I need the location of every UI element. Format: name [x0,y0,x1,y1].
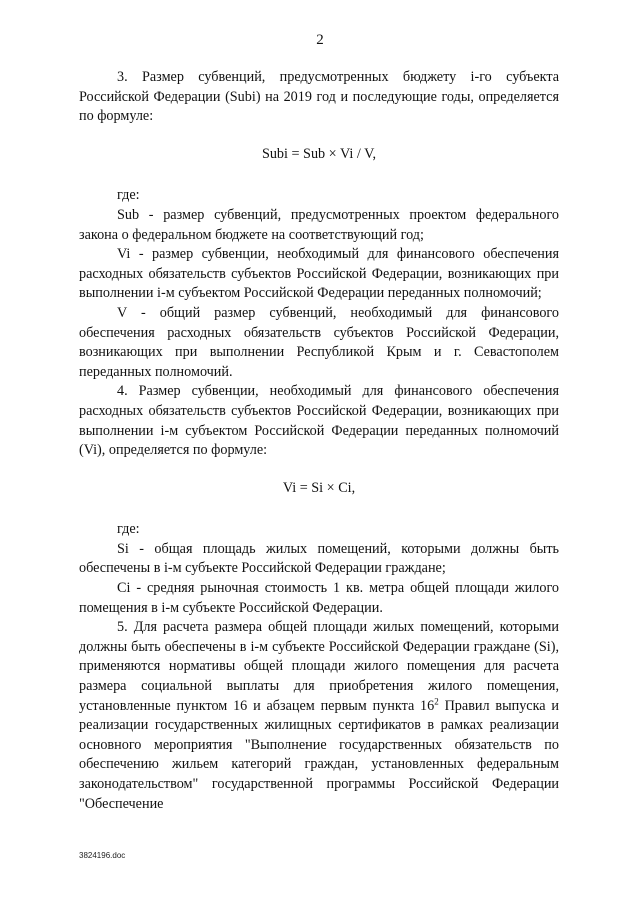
definition-v: V - общий размер субвенций, необходимый для финансового обеспечения расходных обязательств субъектов Российской Федерации, возникающих при выполнении Республикой Крым и г. Севастополем переданных полномочий. [79,304,559,380]
section-5-text-end: Правил выпуска и реализации государственных жилищных сертификатов в рамках реализации основного мероприятия "Выполнение государственных обязательств по обеспечению жильем категорий граждан, установленных федеральным законодательством" государственной программы Российской Федерации "Обеспечение [79,697,559,812]
definition-sub: Sub - размер субвенций, предусмотренных проектом федерального закона о федеральном бюджете на соответствующий год; [79,206,559,243]
section-4-paragraph: 4. Размер субвенции, необходимый для финансового обеспечения расходных обязательств субъектов Российской Федерации, возникающих при выполнении i-м субъектом Российской Федерации переданных полномочий (Vi), определяется по формуле: [79,383,559,459]
where-label-2: где: [117,521,140,538]
formula-subi: Subi = Sub × Vi / V, [261,145,377,162]
document-body [79,68,559,814]
where-label: где: [117,187,140,204]
section-3-paragraph: 3. Размер субвенций, предусмотренных бюджету i-го субъекта Российской Федерации (Subi) на 2019 год и последующие годы, определяется по формуле: [79,69,559,125]
file-name-footer: 3824196.doc [79,851,126,860]
section-5-paragraph [79,618,559,814]
section-5-text-start: 5. Для расчета размера общей площади жилых помещений, которыми должны быть обеспечены в i-м субъекте Российской Федерации граждане (Si), применяются нормативы общей площади жилого помещения для расчета размера социальной выплаты для приобретения жилого помещения, установленные пунктом 16 и абзацем первым пункта 16 [79,619,559,714]
definition-vi: Vi - размер субвенции, необходимый для финансового обеспечения расходных обязательств субъектов Российской Федерации, возникающих при выполнении i-м субъектом Российской Федерации переданных полномочий; [79,246,559,302]
superscript-2: 2 [434,695,439,706]
definition-ci: Ci - средняя рыночная стоимость 1 кв. метра общей площади жилого помещения в i-м субъекте Российской Федерации. [79,580,559,616]
page-number: 2 [316,32,324,48]
formula-vi: Vi = Si × Ci, [282,479,356,496]
definition-si: Si - общая площадь жилых помещений, которыми должны быть обеспечены в i-м субъекте Российской Федерации граждане; [79,540,559,577]
